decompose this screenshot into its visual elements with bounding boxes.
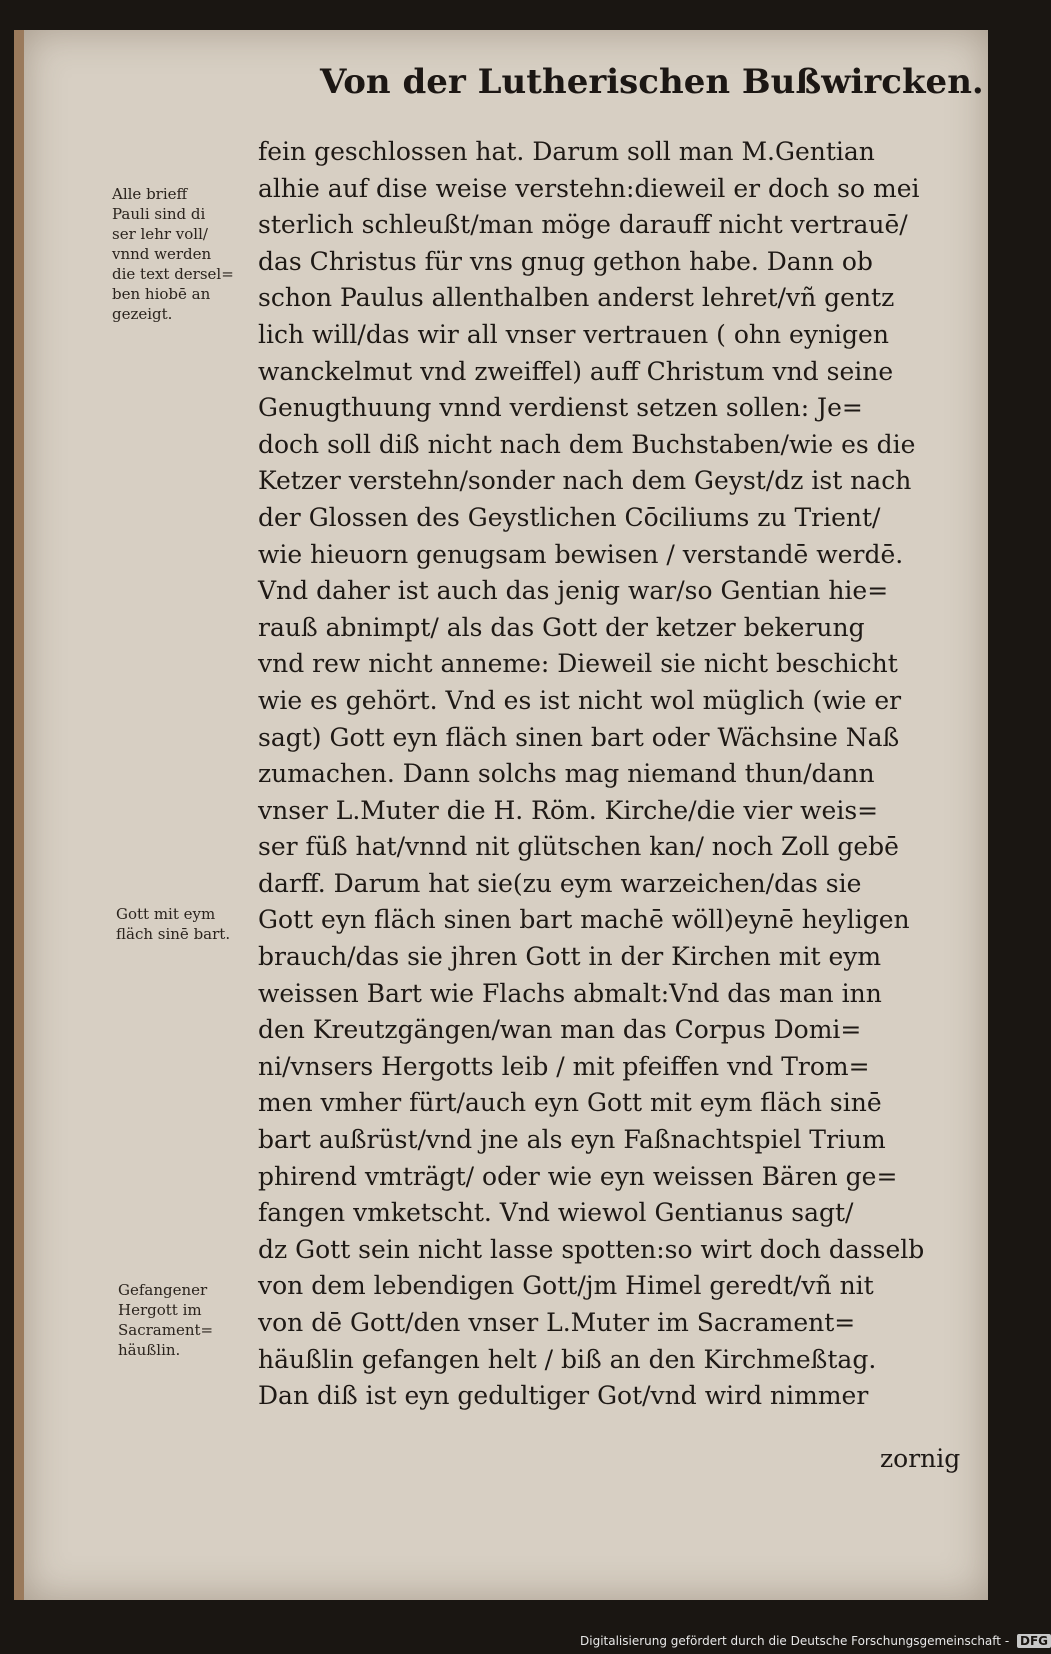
digitization-credit [580, 1634, 1051, 1648]
text-line: darff. Darum hat sie(zu eym warzeichen/das sie [258, 868, 862, 898]
text-line: weissen Bart wie Flachs abmalt:Vnd das man inn [258, 978, 882, 1008]
text-line: sagt) Gott eyn fläch sinen bart oder Wächsine Naß [258, 722, 900, 752]
text-line: alhie auf dise weise verstehn:dieweil er doch so mei [258, 173, 920, 203]
credit-text: Digitalisierung gefördert durch die Deutsche Forschungsgemeinschaft - [580, 1634, 1010, 1648]
note-line: ser lehr voll/ [112, 225, 208, 243]
text-line: men vmher fürt/auch eyn Gott mit eym fläch sinē [258, 1088, 882, 1118]
marginal-note-1 [112, 184, 234, 324]
text-line: dz Gott sein nicht lasse spotten:so wirt doch dasselb [258, 1234, 925, 1264]
text-line: ni/vnsers Hergotts leib / mit pfeiffen vnd Trom= [258, 1051, 870, 1081]
text-line: fangen vmketscht. Vnd wiewol Gentianus sagt/ [258, 1198, 854, 1228]
note-line: Gefangener [118, 1281, 208, 1299]
body-text [258, 134, 974, 1415]
dfg-logo: DFG [1017, 1634, 1051, 1648]
catchword: zornig [880, 1444, 961, 1473]
text-line: bart außrüst/vnd jne als eyn Faßnachtspiel Trium [258, 1125, 886, 1155]
note-line: Hergott im [118, 1301, 202, 1319]
note-line: fläch sinē bart. [116, 925, 231, 943]
note-line: ben hiobē an [112, 285, 211, 303]
text-line: sterlich schleußt/man möge darauff nicht vertrauē/ [258, 210, 908, 240]
text-line: von dem lebendigen Gott/jm Himel geredt/vñ nit [258, 1271, 874, 1301]
text-line: ser füß hat/vnnd nit glütschen kan/ noch Zoll gebē [258, 832, 899, 862]
text-line: der Glossen des Geystlichen Cōciliums zu Trient/ [258, 502, 881, 532]
note-line: vnnd werden [112, 245, 212, 263]
text-line: Genugthuung vnnd verdienst setzen sollen: Je= [258, 393, 863, 423]
running-header: Von der Lutherischen Bußwircken. [320, 62, 984, 102]
text-line: lich will/das wir all vnser vertrauen ( ohn eynigen [258, 319, 889, 349]
note-line: die text dersel= [112, 265, 234, 283]
note-line: Gott mit eym [116, 905, 216, 923]
note-line: häußlin. [118, 1341, 181, 1359]
text-line: Dan diß ist eyn gedultiger Got/vnd wird nimmer [258, 1381, 869, 1411]
marginal-note-2 [116, 904, 230, 944]
text-line: wanckelmut vnd zweiffel) auff Christum vnd seine [258, 356, 894, 386]
text-line: phirend vmträgt/ oder wie eyn weissen Bären ge= [258, 1161, 898, 1191]
text-line: den Kreutzgängen/wan man das Corpus Domi= [258, 1015, 862, 1045]
text-line: von dē Gott/den vnser L.Muter im Sacrament= [258, 1308, 856, 1337]
marginal-note-3 [118, 1280, 213, 1360]
text-line: Ketzer verstehn/sonder nach dem Geyst/dz ist nach [258, 466, 912, 496]
text-line: zumachen. Dann solchs mag niemand thun/dann [258, 759, 875, 789]
text-line: häußlin gefangen helt / biß an den Kirchmeßtag. [258, 1344, 877, 1374]
text-line: rauß abnimpt/ als das Gott der ketzer bekerung [258, 612, 865, 642]
text-line: vnd rew nicht anneme: Dieweil sie nicht beschicht [258, 649, 898, 679]
text-line: wie es gehört. Vnd es ist nicht wol müglich (wie er [258, 685, 902, 715]
text-line: schon Paulus allenthalben anderst lehret/vñ gentz [258, 283, 895, 313]
text-line: Gott eyn fläch sinen bart machē wöll)eynē heyligen [258, 905, 910, 935]
note-line: Pauli sind di [112, 205, 206, 223]
note-line: Sacrament= [118, 1321, 214, 1339]
text-line: das Christus für vns gnug gethon habe. Dann ob [258, 246, 873, 276]
text-line: wie hieuorn genugsam bewisen / verstandē werdē. [258, 539, 904, 569]
text-line: brauch/das sie jhren Gott in der Kirchen mit eym [258, 942, 882, 972]
note-line: Alle brieff [112, 185, 188, 203]
text-line: vnser L.Muter die H. Röm. Kirche/die vier weis= [258, 795, 879, 825]
text-line: Vnd daher ist auch das jenig war/so Gentian hie= [258, 576, 889, 606]
text-line: fein geschlossen hat. Darum soll man M.Gentian [258, 137, 875, 166]
note-line: gezeigt. [112, 305, 173, 323]
text-line: doch soll diß nicht nach dem Buchstaben/wie es die [258, 429, 916, 459]
